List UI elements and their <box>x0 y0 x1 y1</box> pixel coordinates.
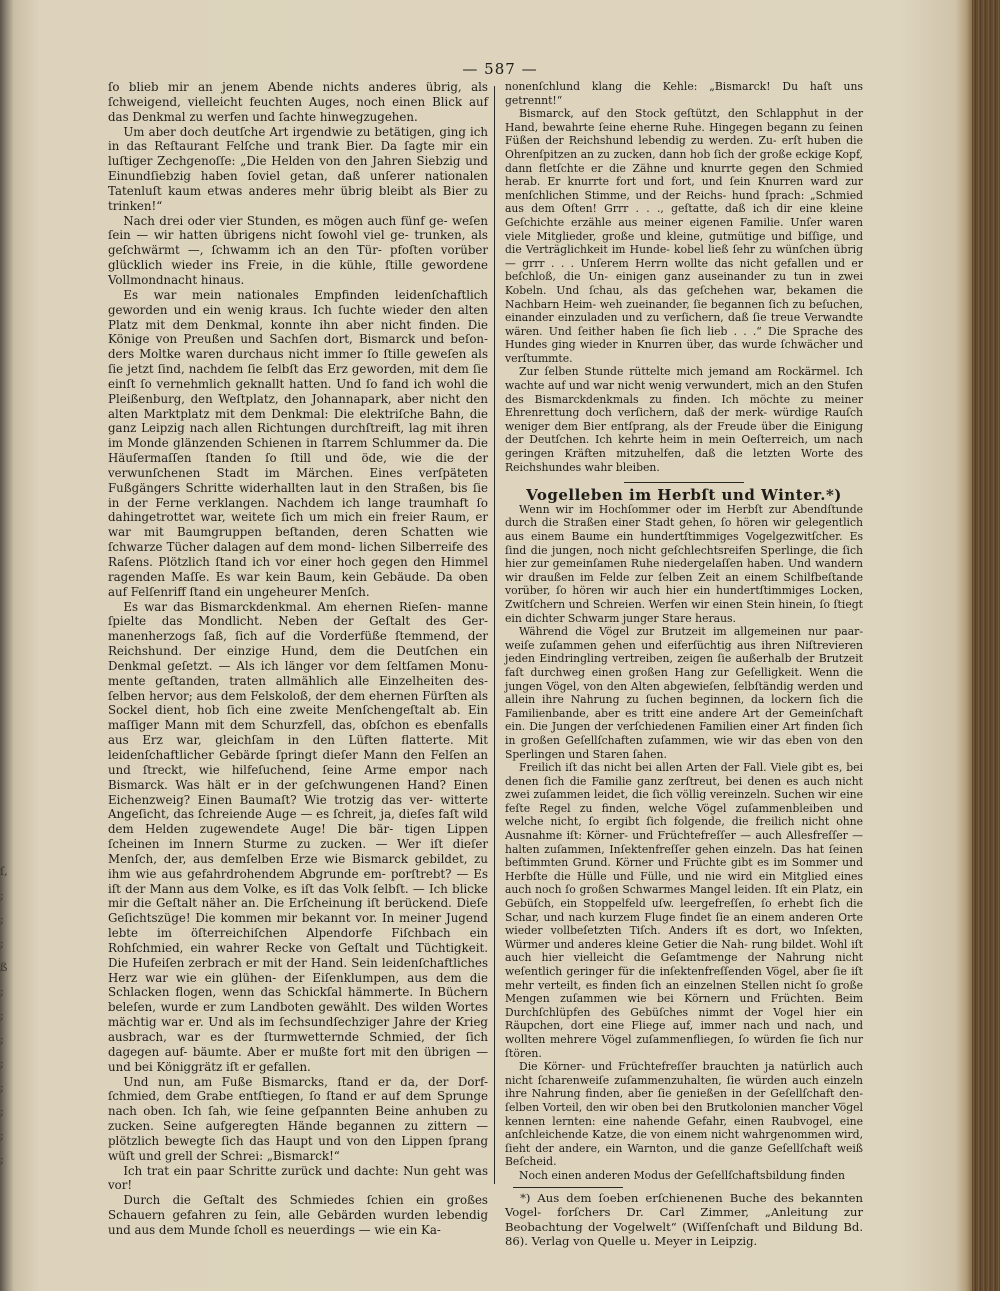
column-divider <box>494 86 495 1184</box>
paragraph: Zur ſelben Stunde rüttelte mich jemand am Rockärmel. Ich wachte auf und war nicht wenig verwundert, mich an den Stufen des Bismarckdenkmals zu finden. Ich möchte zu meiner Ehrenrettung doch verſichern, daß der merk- würdige Rauſch weniger dem Bier entſprang, als der Freude über die Einigung der Deutſchen. Ich kehrte heim in mein Oeſterreich, um nach geringen Kräften mitzuhelfen, daß die letzten Worte des Reichshundes wahr bleiben. <box>505 365 863 474</box>
paragraph: Durch die Geſtalt des Schmiedes ſchien ein großes Schauern gefahren zu ſein, alle Gebärden wurden lebendig und aus dem Munde ſcholl es neuerdings — wie ein Ka- <box>108 1193 488 1237</box>
paragraph: Die Körner- und Früchtefreſſer brauchten ja natürlich auch nicht ſcharenweiſe zuſammenzuhalten, ſie würden auch einzeln ihre Nahrung finden, aber ſie genießen in der Geſellſchaft den- ſelben Vorteil, den wir oben bei den Brutkolonien mancher Vögel kennen lernten: eine nahende Gefahr, einen Raubvogel, eine anſchleichende Katze, die von einem nicht wahrgenommen wird, ſieht der andere, ein Warnton, und die ganze Geſellſchaft weiß Beſcheid. <box>505 1060 863 1169</box>
paragraph: Während die Vögel zur Brutzeit im allgemeinen nur paar- weiſe zuſammen gehen und eiferſüchtig aus ihren Niſtrevieren jeden Eindringling vertreiben, zeigen ſie außerhalb der Brutzeit faſt durchweg einen großen Hang zur Geſelligkeit. Wenn die jungen Vögel, von den Alten abgewieſen, ſelbſtändig werden und allein ihre Nahrung zu ſuchen beginnen, da lockern ſich die Familienbande, aber es tritt eine andere Art der Gemeinſchaft ein. Die Jungen der verſchiedenen Familien einer Art finden ſich in großen Geſellſchaften zuſammen, wie wir das eben von den Sperlingen und Staren ſahen. <box>505 625 863 761</box>
page-number: — 587 — <box>462 60 538 78</box>
article-heading: Vogelleben im Herbſt und Winter.*) <box>526 486 842 505</box>
section-rule <box>624 482 744 483</box>
book-edge <box>972 0 1000 1291</box>
previous-page-edge-fragments: ſ, ; ; ; ß ; ; ; ; ; ; ; ; <box>0 865 8 1166</box>
paragraph: Und nun, am Fuße Bismarcks, ſtand er da, der Dorf- ſchmied, dem Grabe entſtiegen, ſo ſtand er auf dem Sprunge nach oben. Ich ſah, wie ſeine geſpannten Beine anhuben zu zucken. Seine aufgeregten Hände begannen zu zittern — plötzlich bewegte ſich das Haupt und von den Lippen ſprang wüſt und grell der Schrei: „Bismarck!“ <box>108 1074 488 1163</box>
left-column <box>108 80 488 1238</box>
paragraph: Es war das Bismarckdenkmal. Am ehernen Rieſen- manne ſpielte das Mondlicht. Neben der Geſtalt des Ger- manenherzogs ſaß, ſich auf die Vorderfüße ſtemmend, der Reichshund. Der einzige Hund, dem die Deutſchen ein Denkmal geſetzt. — Als ich länger vor dem ſeltſamen Monu- mente geſtanden, traten allmählich alle Einzelheiten des- ſelben hervor; aus dem Felskoloß, der dem ehernen Fürſten als Sockel dient, hob ſich eine zweite Menſchengeſtalt ab. Ein maſſiger Mann mit dem Schurzfell, das, obſchon es ebenfalls aus Erz war, gleichſam in den Lüften flatterte. Mit leidenſchaftlicher Gebärde ſpringt dieſer Mann den Felſen an und ſtreckt, wie hilfeſuchend, ſeine Arme empor nach Bismarck. Was hält er in der geſchwungenen Hand? Einen Eichenzweig? Einen Baumaſt? Wie trotzig das ver- witterte Angeſicht, das ſchreiende Auge — es ſchreit, ja, dieſes faſt wild dem Helden zugewendete Auge! Die bär- tigen Lippen ſcheinen im Innern Sturme zu zucken. — Wer iſt dieſer Menſch, der, aus demſelben Erze wie Bismarck gebildet, zu ihm wie aus gefahrdrohendem Abgrunde em- porſtrebt? — Es iſt der Mann aus dem Volke, es iſt das Volk ſelbſt. — Ich blicke mir die Geſtalt näher an. Die Erſcheinung iſt berückend. Dieſe Geſichtszüge! Die kommen mir bekannt vor. In meiner Jugend lebte im öſterreichiſchen Alpendorfe Fiſchbach ein Rohſchmied, ein wahrer Recke von Geſtalt und Tüchtigkeit. Die Hufeiſen zerbrach er mit der Hand. Sein leidenſchaftliches Herz war wie ein glühen- der Eiſenklumpen, aus dem die Schlacken flogen, wenn das Schickſal hämmerte. In Büchern beleſen, wurde er zum Landboten gewählt. Des wilden Wortes mächtig war er. Und als im ſechsundſechziger Jahre der Krieg ausbrach, war es der ſturmwetternde Schmied, der ſich dagegen auf- bäumte. Aber er mußte fort mit den übrigen — und bei Königgrätz iſt er gefallen. <box>108 599 488 1074</box>
paragraph: Noch einen anderen Modus der Geſellſchaftsbildung finden <box>519 1168 845 1182</box>
paragraph: Bismarck, auf den Stock geſtützt, den Schlapphut in der Hand, bewahrte ſeine eherne Ruhe. Hingegen begann zu ſeinen Füßen der Reichshund lebendig zu werden. Zu- erſt huben die Ohrenſpitzen an zu zucken, dann hob ſich der große eckige Kopf, dann fletſchte er die Zähne und knurrte gegen den Schmied herab. Er knurrte fort und fort, und ſein Knurren ward zur menſchlichen Stimme, und der Reichs- hund ſprach: „Schmied aus dem Oſten! Grrr . . ., geſtatte, daß ich dir eine kleine Geſchichte erzähle aus meiner eigenen Familie. Unſer waren viele Mitglieder, große und kleine, gutmütige und biſſige, und die Verträglichkeit im Hunde- kobel ließ ſehr zu wünſchen übrig — grrr . . . Unſerem Herrn wollte das nicht gefallen und er beſchloß, die Un- einigen ganz auseinander zu tun in zwei Kobeln. Und ſchau, als das geſchehen war, bekamen die Nachbarn Heim- weh zueinander, ſie begannen ſich zu beſuchen, einander einzuladen und zu verſichern, daß ſie treue Verwandte wären. Und ſeither haben ſie ſich lieb . . .“ Die Sprache des Hundes ging wieder in Knurren über, das wurde ſchwächer und verſtummte. <box>505 107 863 365</box>
footnote-rule <box>513 1187 623 1188</box>
right-column <box>505 80 863 1249</box>
paragraph: ſo blieb mir an jenem Abende nichts anderes übrig, als ſchweigend, vielleicht feuchten Auges, noch einen Blick auf das Denkmal zu werfen und ſachte hinwegzugehen. <box>108 80 488 124</box>
paragraph: Freilich iſt das nicht bei allen Arten der Fall. Viele gibt es, bei denen ſich die Familie ganz zerſtreut, bei denen es auch nicht zwei zuſammen leidet, die ſich völlig vereinzeln. Suchen wir eine feſte Regel zu finden, welche Vögel zuſammenbleiben und welche nicht, ſo ergibt ſich folgende, die freilich nicht ohne Ausnahme iſt: Körner- und Früchtefreſſer — auch Allesfreſſer — halten zuſammen, Inſektenfreſſer gehen einzeln. Das hat ſeinen beſtimmten Grund. Körner und Früchte gibt es im Sommer und Herbſte die Hülle und Fülle, und nie wird ein Mitglied eines auch noch ſo großen Schwarmes Mangel leiden. Iſt ein Platz, ein Gebüſch, ein Stoppelfeld uſw. leergefreſſen, ſo erhebt ſich die Schar, und nach kurzem Fluge findet ſie an einem anderen Orte wieder vollbeſetzten Tiſch. Anders iſt es dort, wo Inſekten, Würmer und anderes kleine Getier die Nah- rung bildet. Wohl iſt auch hier vielleicht die Geſamtmenge der Nahrung nicht weſentlich geringer für die inſektenfreſſenden Vögel, aber ſie iſt mehr verteilt, es finden ſich an einzelnen Stellen nicht ſo große Mengen zuſammen wie bei Körnern und Früchten. Beim Durchſchlüpfen des Gebüſches nimmt der Vogel hier ein Räupchen, dort eine Fliege auf, immer nach und nach, und wollten mehrere Vögel zuſammenfliegen, ſo würden ſie ſich nur ſtören. <box>505 761 863 1060</box>
paragraph: nonenſchlund klang die Kehle: „Bismarck! Du haſt uns getrennt!“ <box>505 80 863 107</box>
paragraph: Um aber doch deutſche Art irgendwie zu betätigen, ging ich in das Reſtaurant Felſche und trank Bier. Da ſagte mir ein luſtiger Zechgenoſſe: „Die Helden von den Jahren Siebzig und Einundſiebzig haben ſoviel getan, daß unſerer nationalen Tatenluſt kaum etwas anderes mehr übrig bleibt als Bier zu trinken!“ <box>108 124 488 213</box>
paragraph: Es war mein nationales Empfinden leidenſchaftlich geworden und ein wenig kraus. Ich ſuchte wieder den alten Platz mit dem Denkmal, konnte ihn aber nicht finden. Die Könige von Preußen und Sachſen dort, Bismarck und beſon- ders Moltke waren durchaus nicht immer ſo ſtille geweſen als ſie jetzt ſind, nachdem ſie ſelbſt das Erz geworden, mit dem ſie einſt ſo vernehmlich geknallt hatten. Und ſo fand ich wohl die Pleißenburg, den Weſtplatz, den Johannapark, aber nicht den alten Marktplatz mit dem Denkmal: Die elektriſche Bahn, die ganz Leipzig nach allen Richtungen durchſtreift, lag mit ihren im Monde glänzenden Schienen in ſtarrem Schlummer da. Die Häuſermaſſen ſtanden ſo ſtill und öde, wie die der verwunſchenen Stadt im Märchen. Eines verſpäteten Fußgängers Schritte widerhallten laut in den Straßen, bis ſie in der Ferne verklangen. Nachdem ich lange traumhaft ſo dahingetrottet war, weitete ſich um mich ein freier Raum, er war mit Baumgruppen beſtanden, deren Schatten wie ſchwarze Tücher dalagen auf dem mond- lichen Silberreife des Raſens. Plötzlich ſtand ich vor einer hoch gegen den Himmel ragenden Maſſe. Es war kein Baum, kein Gebäude. Da oben auf Felſenriff ſtand ein ungeheurer Menſch. <box>108 287 488 599</box>
paragraph: Wenn wir im Hochſommer oder im Herbſt zur Abendſtunde durch die Straßen einer Stadt gehen, ſo hören wir gelegentlich aus einem Baume ein hundertſtimmiges Vogelgezwitſcher. Es ſind die jungen, noch nicht geſchlechtsreifen Sperlinge, die ſich hier zur gemeinſamen Ruhe niedergelaſſen haben. Und wandern wir draußen im Felde zur ſelben Zeit an einem Schilfbeſtande vorüber, ſo hören wir auch hier ein hundertſtimmiges Locken, Zwitſchern und Schreien. Werfen wir einen Stein hinein, ſo ſtiegt ein dichter Schwarm junger Stare heraus. <box>505 502 863 625</box>
paragraph: Nach drei oder vier Stunden, es mögen auch fünf ge- weſen ſein — wir hatten übrigens nicht ſowohl viel ge- trunken, als geſchwärmt —, ſchwamm ich an den Tür- pfoſten vorüber glücklich wieder ins Freie, in die kühle, ſtille gewordene Vollmondnacht hinaus. <box>108 213 488 287</box>
paragraph: Ich trat ein paar Schritte zurück und dachte: Nun geht was vor! <box>108 1163 488 1193</box>
footnote: *) Aus dem ſoeben erſchienenen Buche des bekannten Vogel- forſchers Dr. Carl Zimmer, „Anleitung zur Beobachtung der Vogelwelt“ (Wiſſenſchaft und Bildung Bd. 86). Verlag von Quelle u. Meyer in Leipzig. <box>505 1190 863 1249</box>
